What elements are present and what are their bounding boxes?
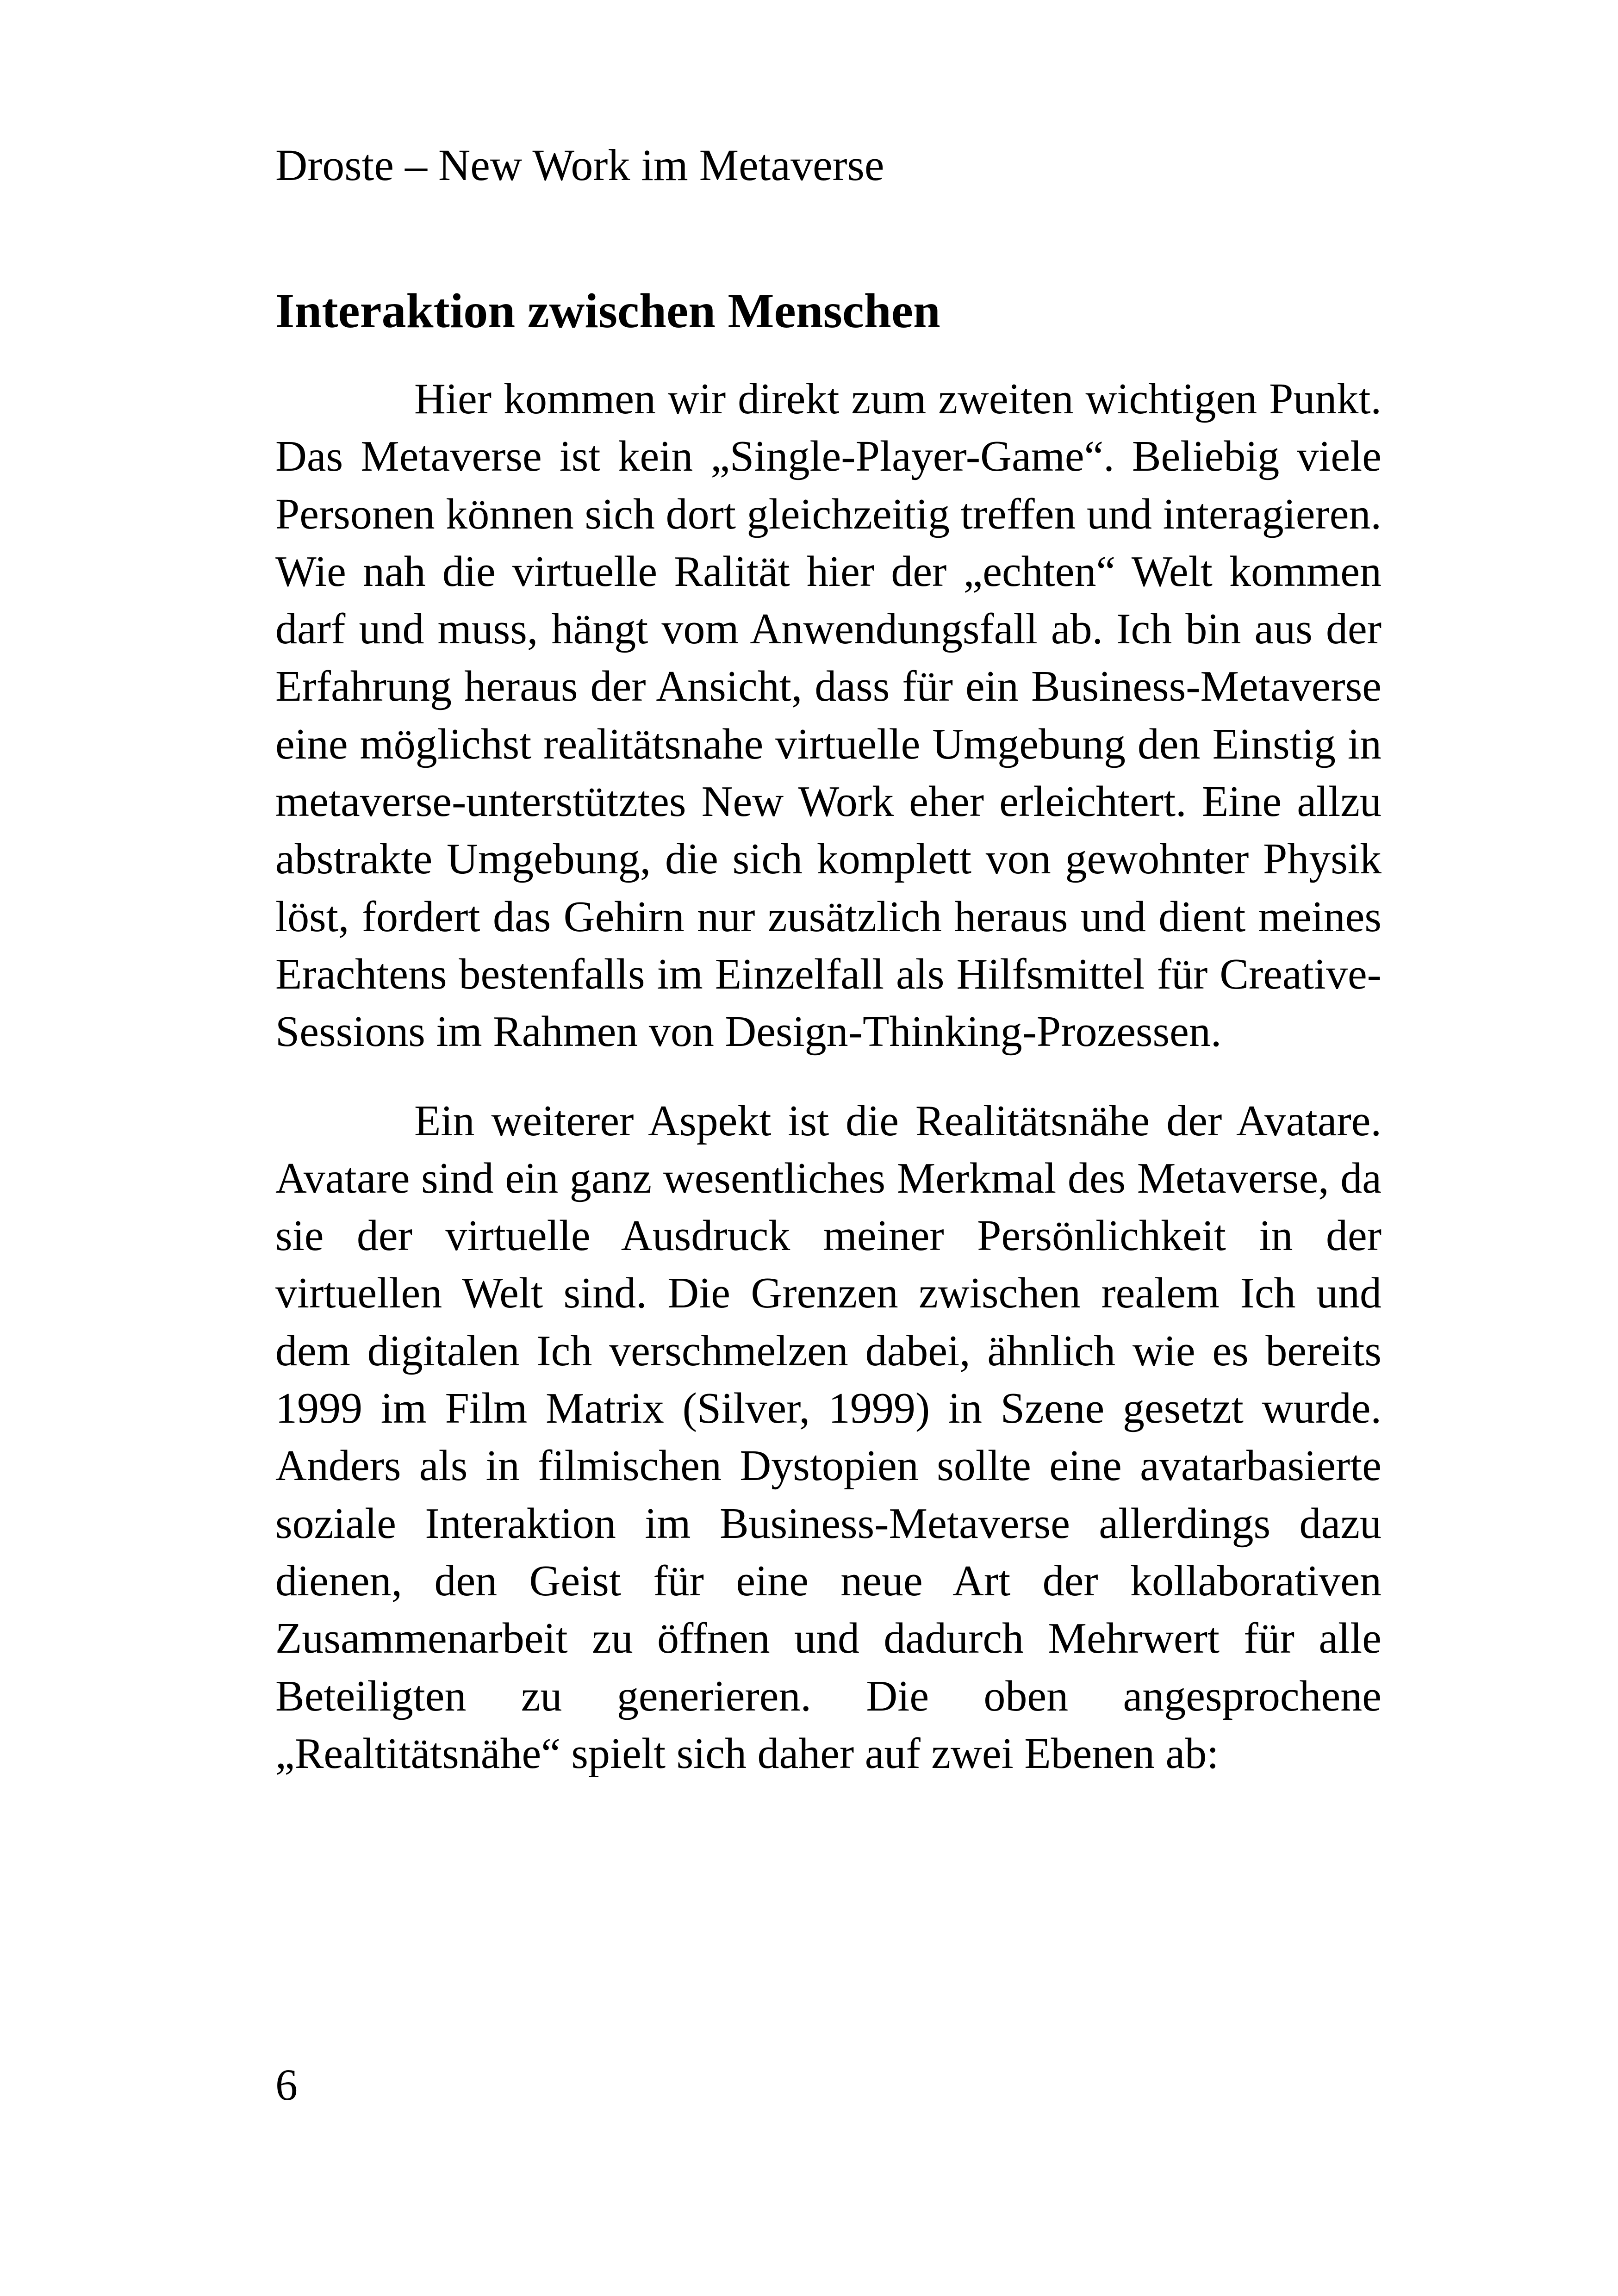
paragraph-1: Hier kommen wir direkt zum zweiten wichtigen Punkt. Das Metaverse ist kein „Single-Player-Game“. Beliebig viele Personen können sich dort gleichzeitig treffen und interagieren. Wie nah die virtuelle Ralität hier der „echten“ Welt kommen darf und muss, hängt vom Anwendungsfall ab. Ich bin aus der Erfahrung heraus der Ansicht, dass für ein Business-Metaverse eine möglichst realitätsnahe virtuelle Umgebung den Einstig in metaverse-unterstütztes New Work eher erleichtert. Eine allzu abstrakte Umgebung, die sich komplett von gewohnter Physik löst, fordert das Gehirn nur zusätzlich heraus und dient meines Erachtens bestenfalls im Einzelfall als Hilfsmittel für Creative-Sessions im Rahmen von Design-Thinking-Prozessen.	[275, 375, 1382, 1056]
paragraph-2: Ein weiterer Aspekt ist die Realitätsnähe der Avatare. Avatare sind ein ganz wesentliches Merkmal des Metaverse, da sie der virtuelle Ausdruck meiner Persönlichkeit in der virtuellen Welt sind. Die Grenzen zwischen realem Ich und dem digitalen Ich verschmelzen dabei, ähnlich wie es bereits 1999 im Film Matrix (Silver, 1999) in Szene gesetzt wurde. Anders als in filmischen Dystopien sollte eine avatarbasierte soziale Interaktion im Business-Metaverse allerdings dazu dienen, den Geist für eine neue Art der kollaborativen Zusammenarbeit zu öffnen und dadurch Mehrwert für alle Beteiligten zu generieren. Die oben angesprochene „Realtitätsnähe“ spielt sich daher auf zwei Ebenen ab:	[275, 1096, 1382, 1778]
section-heading: Interaktion zwischen Menschen	[275, 284, 940, 338]
page-number: 6	[275, 2060, 298, 2109]
running-header: Droste – New Work im Metaverse	[275, 140, 884, 190]
body-text	[275, 370, 1382, 1782]
